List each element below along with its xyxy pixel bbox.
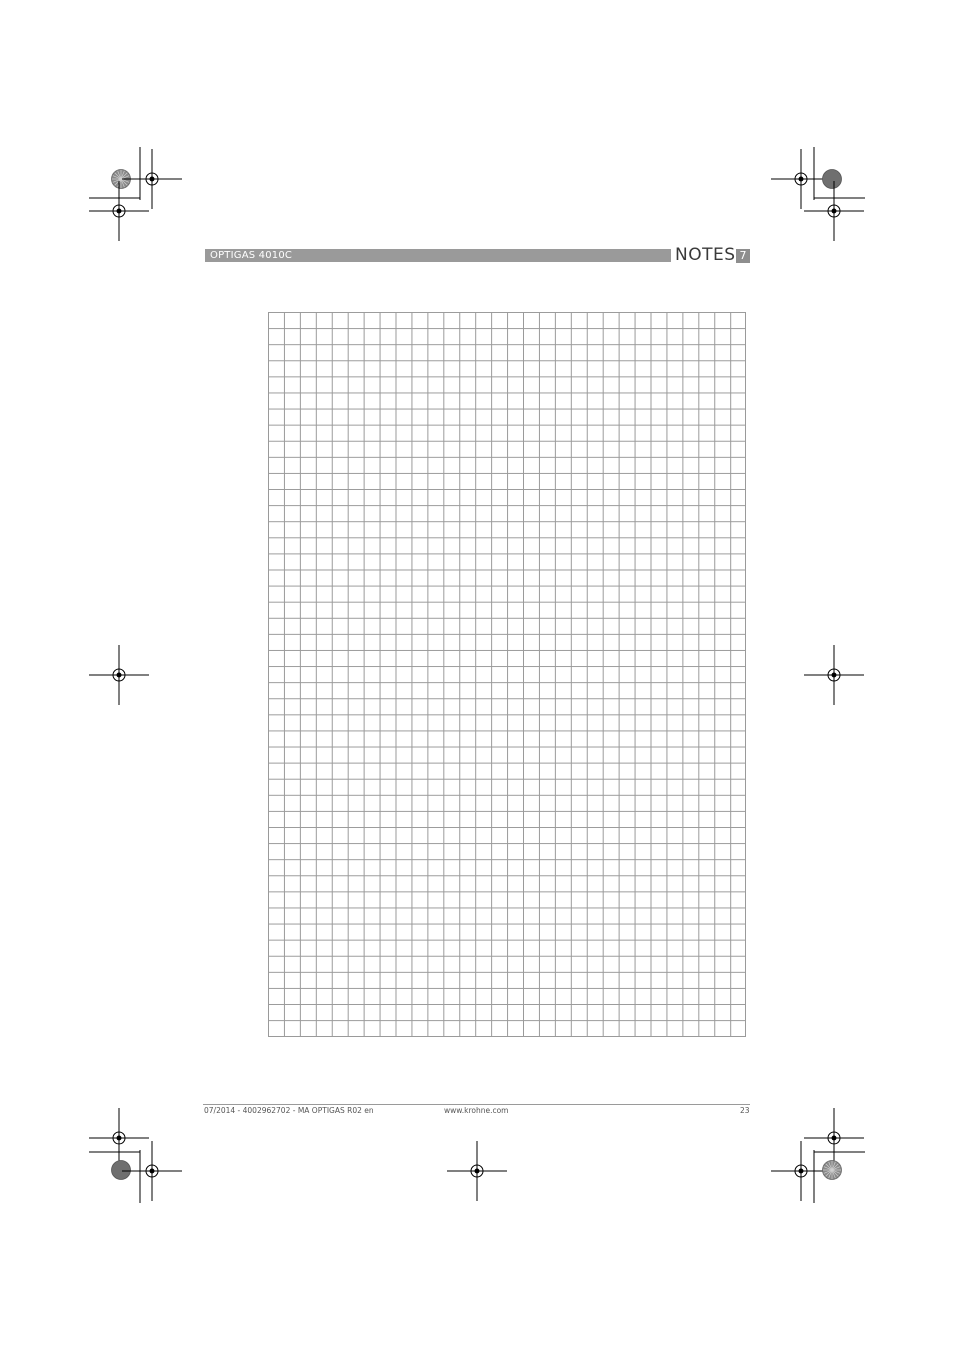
registration-mark-icon [804, 645, 864, 705]
registration-mark-icon [89, 181, 149, 241]
footer-divider [203, 1104, 750, 1105]
registration-mark-icon [804, 181, 864, 241]
registration-mark-icon [447, 1141, 507, 1201]
color-wheel-icon [112, 170, 131, 189]
registration-mark-icon [122, 1141, 182, 1201]
registration-mark-icon [771, 149, 831, 209]
gray-disc-icon [823, 170, 842, 189]
registration-mark-icon [804, 1108, 864, 1168]
footer-document-info: 07/2014 - 4002962702 - MA OPTIGAS R02 en [204, 1106, 374, 1115]
gray-disc-icon [112, 1161, 131, 1180]
header-bar [205, 249, 671, 262]
registration-mark-icon [89, 1108, 149, 1168]
section-title: NOTES [675, 245, 736, 265]
registration-mark-icon [771, 1141, 831, 1201]
section-number-badge: 7 [736, 249, 750, 263]
registration-mark-icon [89, 645, 149, 705]
page-number: 23 [740, 1106, 750, 1115]
product-name: OPTIGAS 4010C [210, 250, 293, 261]
registration-mark-icon [122, 149, 182, 209]
notes-grid [268, 312, 746, 1037]
color-wheel-icon [823, 1161, 842, 1180]
footer-website: www.krohne.com [444, 1106, 509, 1115]
